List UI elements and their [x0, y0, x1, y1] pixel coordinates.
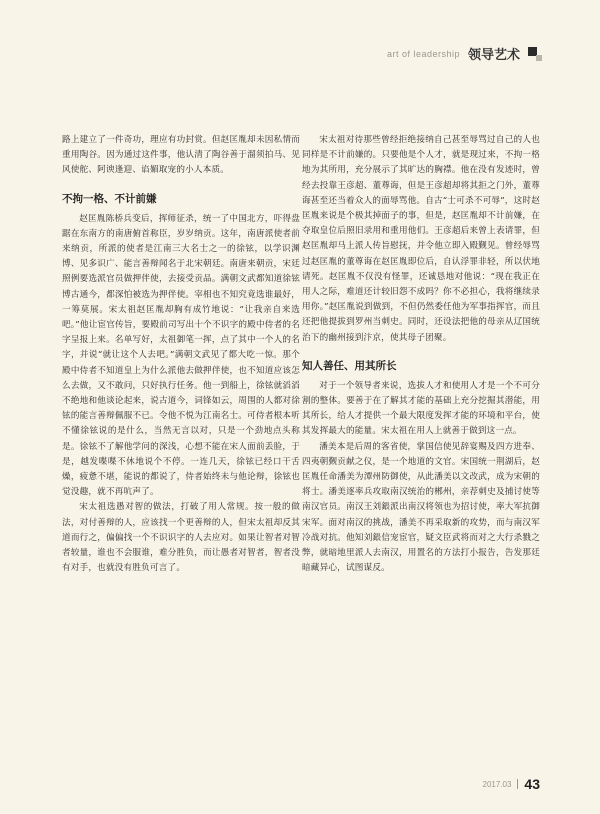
body-paragraph: 潘美本是后周的客省使，掌国信使见辞宴赐及四方进奉、四夷朝觐贡献之仪，是一个地道的文官。宋国统一荆湖后，赵匡胤任命潘美为潭州防御使，从此潘美以文改武，成为宋朝的将士。潘美逐率兵攻取南汉统治的郴州，亲荐刺史及捕讨使等南汉官员。南汉王刘鋹派出南汉将领也为招讨使，率大军抗御宋军。面对南汉的挑战，潘美不再采取新的攻势，而与南汉军冷战对抗。他知刘鋹信宠宦官，疑文臣武将而对之大行杀戮之弊，就暗地里派人去南汉，用置名的方法打小报告，告发那廷暗藏异心，试图谋反。: [302, 441, 540, 574]
body-paragraph: 对于一个领导者来说，选拔人才和使用人才是一个不可分割的整体。要善于在了解其才能的基础上充分挖掘其潜能，用其所长，给人才提供一个最大限度发挥才能的环境和平台，使其发挥最大的能量。宋太祖在用人上就善于做到这一点。: [302, 380, 540, 437]
left-intro-paragraph: 路上建立了一件奇功，理应有功封赏。但赵匡胤却未因私情而重用陶谷。因为通过这件事，他认清了陶谷善于溜须拍马、见风使舵、阿谀逢迎、谄媚取宠的小人本质。: [62, 135, 300, 176]
section-logo-icon: [528, 47, 542, 61]
issue-date: 2017.03: [482, 779, 512, 789]
section-heading-1: 不拘一格、不计前嫌: [62, 192, 157, 205]
running-header: [387, 44, 542, 63]
right-intro-paragraph: 宋太祖对待那些曾经拒绝接纳自己甚至辱骂过自己的人也同样是不计前嫌的。只要他是个人才，就是现过来，不拘一格地为其所用，充分展示了其旷达的胸襟。他在没有发迹时，曾经去投靠王彦超、董尊诲，但是王彦超却将其拒之门外，董尊诲甚至还当着众人的面辱骂他。自古“士可杀不可辱”，这时赵匡胤来说是个极其掉面子的事，但是，赵匡胤却不计前嫌，在夺取皇位后照旧录用和重用他们。王彦超后来曾上表请罪，但赵匡胤却马上派人传旨慰抚，并令他立即入殿觐见。曾经辱骂过赵匡胤的董尊诲在赵匡胤即位后，自认浮罪非轻，所以伏地请死。赵匡胤不仅没有怪罪，还诚恳地对他说：“现在我正在用人之际，难道还计较旧怨不成吗？你不必担心，我将继续录用你。”赵匡胤说到做到，不但仍然委任他为军事指挥官，而且还把他提拔到罗州当刺史。同时，还设法把他的母亲从辽国统治下的幽州接到汴京，使其母子团聚。: [302, 135, 540, 343]
section-heading-2: 知人善任、用其所长: [302, 359, 397, 372]
page-footer: [483, 776, 541, 792]
right-column: [302, 133, 540, 576]
footer-divider: [517, 779, 518, 789]
body-paragraph: 宋太祖选愚对智的做法，打破了用人常规。按一般的做法，对付善辩的人，应该找一个更善辩的人，但宋太祖却反其道而行之，偏偏找一个不识识字的人去应对。如果让智者对智者较量，谁也不会服谁，难分胜负，而让愚者对智者，智者没有对手，也就没有胜负可言了。: [62, 502, 300, 574]
section-name-en: art of leadership: [386, 48, 460, 59]
page-number: 43: [524, 776, 540, 792]
left-column: [62, 133, 300, 576]
body-paragraph: 赵匡胤陈桥兵变后，挥师征杀，统一了中国北方，吓得盘踞在东南方的南唐俯首称臣，岁岁纳贡。这年，南唐派使者前来纳贡，所派的使者是江南三大名士之一的徐铉，以学识渊博、见多识广、能言善辩闻名于北宋朝廷。南唐来朝贡，宋廷照例要选派官员做押伴使，去接受贡品。满朝文武都知道徐铉博古通今，都深怕被选为押伴使。宰相也不知究竟选谁最好，一筹莫展。宋太祖赵匡胤却胸有成竹地说：“让我亲自来选吧。”他让宦官传旨，要殿前司写出十个不识字的殿中侍者的名字呈报上来。名单写好，太祖御笔一挥，点了其中一个人的名字，并说“就让这个人去吧。”满朝文武见了都大吃一惊。那个殿中侍者不知道皇上为什么派他去做押伴使，也不知道应该怎么去做，又不敢问，只好执行任务。他一到船上，徐铉就滔滔不绝地和他谈论起来，说古道今，词锋如云，周围的人都对徐铉的能言善辩佩服不已。令他不悦为江南名士。可侍者根本听不懂徐铉说的是什么，当然无言以对，只是一个劲地点头称是。徐铉不了解他学问的深浅，心想不能在宋人面前丢脸，于是，越发喋喋不休地说个不停。一连几天，徐铉已经口干舌燥，疲惫不堪，能说的都说了，侍者始终未与他论辩，徐铉也觉没趣，就不再吭声了。: [62, 213, 300, 498]
section-name-zh: 领导艺术: [467, 48, 520, 63]
